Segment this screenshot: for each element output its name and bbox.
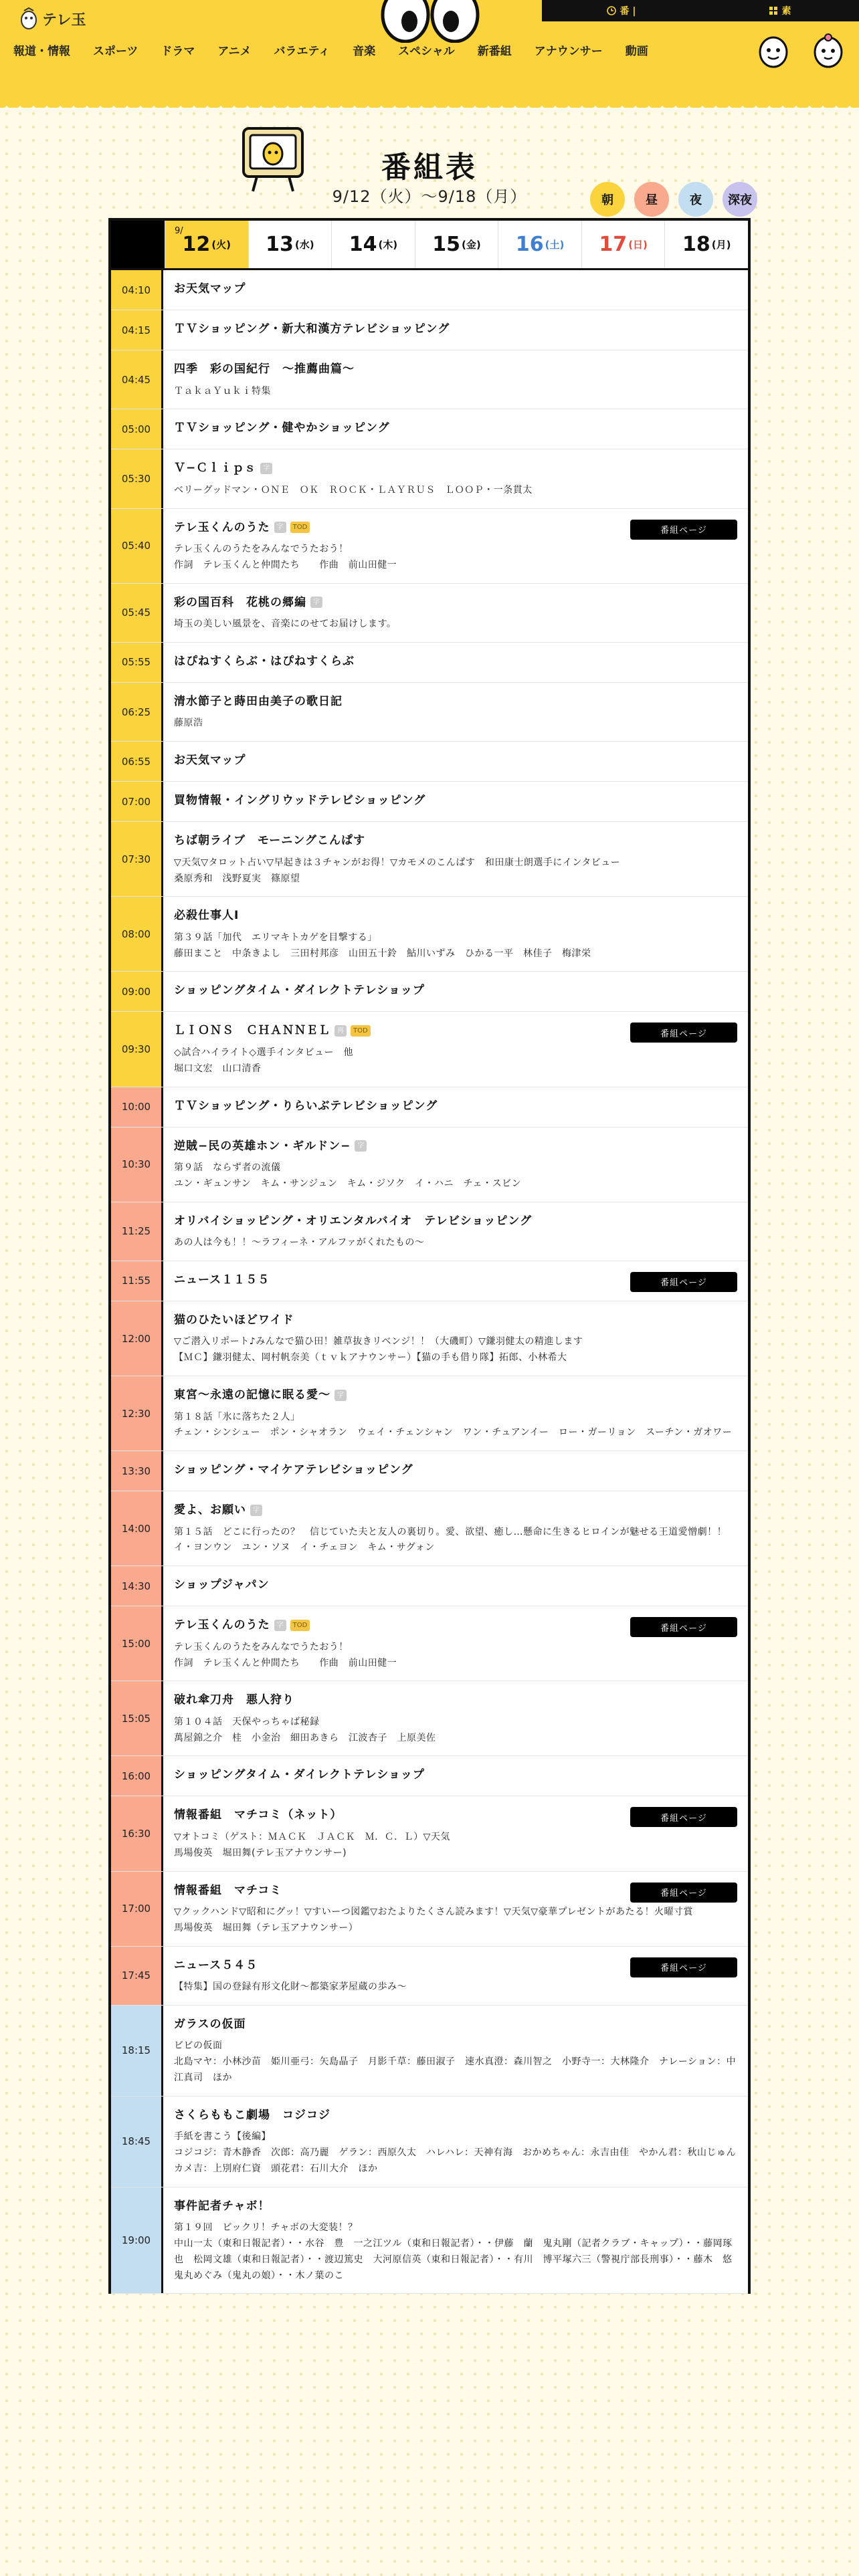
program-row <box>111 1202 748 1261</box>
site-logo[interactable] <box>19 7 86 31</box>
program-title-text[interactable]: 逆賊−民の英雄ホン・ギルドン− <box>174 1139 351 1153</box>
program-title-text[interactable]: ショッピングタイム・ダイレクトテレショップ <box>174 1768 425 1782</box>
day-tab[interactable] <box>165 221 248 268</box>
day-tab-date: 13 <box>266 233 294 256</box>
program-title[interactable] <box>174 1312 737 1329</box>
global-nav <box>13 41 671 58</box>
program-time: 18:45 <box>111 2097 163 2187</box>
program-title[interactable] <box>174 281 737 298</box>
program-title-text[interactable]: 必殺仕事人Ⅰ <box>174 909 240 923</box>
program-description: ◇試合ハイライト◇選手インタビュー 他 <box>174 1047 354 1058</box>
program-page-button[interactable]: 番組ページ <box>630 520 737 540</box>
day-tab-date: 12 <box>182 233 211 256</box>
program-guide <box>108 218 751 2294</box>
program-content <box>163 822 748 896</box>
program-title-text[interactable]: 情報番組 マチコミ <box>174 1883 282 1897</box>
program-title[interactable] <box>174 2016 737 2034</box>
program-page-button[interactable]: 番組ページ <box>630 1957 737 1977</box>
program-description: 堀口文宏 山口清香 <box>174 1063 262 1074</box>
program-title-text[interactable]: テレ玉くんのうた <box>174 520 270 534</box>
program-tag: 字 <box>274 522 286 533</box>
program-title-text[interactable]: さくらももこ劇場 コジコジ <box>174 2108 330 2122</box>
time-slot-button[interactable]: 深夜 <box>723 182 757 217</box>
program-tag: TOD <box>290 1620 310 1631</box>
program-content <box>163 1872 748 1946</box>
program-time: 17:45 <box>111 1947 163 2005</box>
program-content <box>163 1301 748 1376</box>
program-description: 北島マヤ：小林沙苗 姫川亜弓：矢島晶子 月影千草：藤田淑子 速水真澄：森川智之 小野寺一：大林隆介 ナレーション：中江真司 ほか <box>174 2056 737 2083</box>
top-utility-bar <box>542 0 859 21</box>
program-title[interactable] <box>174 361 737 379</box>
program-title-text[interactable]: ＬＩＯＮＳ ＣＨＡＮＮＥＬ <box>174 1024 330 1038</box>
program-title[interactable] <box>174 653 737 671</box>
title-area <box>0 108 859 229</box>
day-tab-date: 15 <box>432 233 461 256</box>
program-title-text[interactable]: お天気マップ <box>174 754 246 768</box>
program-row <box>111 449 748 508</box>
program-row <box>111 1087 748 1128</box>
nav-item[interactable]: アナウンサー <box>534 45 603 58</box>
program-content <box>163 1606 748 1681</box>
program-page-button[interactable]: 番組ページ <box>630 1023 737 1043</box>
program-description: 第１５話 どこに行ったの？ 信じていた夫と友人の裏切り。愛、欲望、癒し…懸命に生きるヒロインが魅せる王道愛憎劇！！ <box>174 1526 727 1537</box>
program-row <box>111 897 748 972</box>
program-content <box>163 409 748 449</box>
nav-item[interactable]: スポーツ <box>93 45 138 58</box>
program-time: 12:30 <box>111 1376 163 1451</box>
day-tab[interactable] <box>581 221 665 268</box>
program-content <box>163 683 748 741</box>
day-tab-weekday: (日) <box>628 239 648 251</box>
nav-item[interactable]: アニメ <box>217 45 252 58</box>
program-title-text[interactable]: ガラスの仮面 <box>174 2017 246 2031</box>
time-slot-button[interactable]: 昼 <box>634 182 669 217</box>
program-title-text[interactable]: 彩の国百科 花桃の郷編 <box>174 595 306 609</box>
program-row <box>111 409 748 449</box>
day-tab-weekday: (水) <box>294 239 314 251</box>
nav-item[interactable]: バラエティ <box>274 45 330 58</box>
program-tag: 字 <box>250 1505 262 1516</box>
program-time: 15:00 <box>111 1606 163 1681</box>
program-description: 第３９話「加代 エリマキトカゲを目撃する」 <box>174 932 377 943</box>
program-content <box>163 972 748 1011</box>
program-content <box>163 449 748 508</box>
program-title-text[interactable]: オリバイショッピング・オリエンタルバイオ テレビショッピング <box>174 1214 533 1228</box>
program-title[interactable] <box>174 1387 737 1404</box>
program-row <box>111 310 748 350</box>
program-time: 16:00 <box>111 1756 163 1796</box>
program-row <box>111 1376 748 1451</box>
program-tag: 字 <box>310 597 322 608</box>
program-row <box>111 2006 748 2097</box>
topbar-right[interactable]: 素 <box>700 0 859 21</box>
program-title-text[interactable]: はぴねすくらぶ・はぴねすくらぶ <box>174 654 355 668</box>
program-title-text[interactable]: 東宮〜永遠の記憶に眠る愛〜 <box>174 1388 330 1402</box>
program-content <box>163 2006 748 2096</box>
program-time: 06:25 <box>111 683 163 741</box>
program-description: ▽オトコミ（ゲスト：ＭＡＣＫ ＪＡＣＫ Ｍ．Ｃ．Ｌ）▽天気 <box>174 1831 450 1842</box>
nav-item[interactable]: ドラマ <box>161 45 195 58</box>
day-tab-date: 18 <box>682 233 710 256</box>
program-time: 09:00 <box>111 972 163 1011</box>
program-content <box>163 1756 748 1796</box>
program-title-text[interactable]: ニュース１１５５ <box>174 1273 270 1287</box>
day-tabs <box>111 221 748 270</box>
day-tab[interactable] <box>498 221 581 268</box>
program-time: 16:30 <box>111 1796 163 1870</box>
program-title-text[interactable]: 愛よ、お願い <box>174 1503 246 1517</box>
program-title[interactable] <box>174 2107 737 2125</box>
program-title-text[interactable]: 四季 彩の国紀行 〜推薦曲篇〜 <box>174 362 355 376</box>
program-description: テレ玉くんのうたをみんなでうたおう！ <box>174 544 349 555</box>
program-content <box>163 1451 748 1491</box>
program-row <box>111 2187 748 2294</box>
program-row <box>111 1756 748 1796</box>
program-content <box>163 1681 748 1755</box>
site-header <box>0 0 859 99</box>
program-description: 作詞 テレ玉くんと仲間たち 作曲 前山田健一 <box>174 1657 397 1669</box>
program-content <box>163 350 748 409</box>
program-content <box>163 1491 748 1566</box>
program-title[interactable] <box>174 907 737 925</box>
program-title-text[interactable]: 破れ傘刀舟 悪人狩り <box>174 1693 294 1707</box>
program-description: 藤原浩 <box>174 718 203 729</box>
program-title-text[interactable]: ショッピングタイム・ダイレクトテレショップ <box>174 984 425 998</box>
day-tab-weekday: (木) <box>378 239 398 251</box>
program-page-button[interactable]: 番組ページ <box>630 1272 737 1292</box>
program-title[interactable] <box>174 2198 737 2216</box>
program-time: 18:15 <box>111 2006 163 2096</box>
program-description: 馬場俊英 堀田舞（テレ玉アナウンサー） <box>174 1922 359 1933</box>
program-time: 07:30 <box>111 822 163 896</box>
program-time: 11:55 <box>111 1261 163 1301</box>
program-tag: 字 <box>355 1140 367 1152</box>
program-title[interactable] <box>174 1692 737 1709</box>
nav-item[interactable]: スペシャル <box>398 45 455 58</box>
program-row <box>111 1872 748 1947</box>
program-title[interactable] <box>174 1138 737 1156</box>
day-tab-date: 16 <box>515 233 544 256</box>
program-row <box>111 1451 748 1491</box>
program-page-button[interactable]: 番組ページ <box>630 1617 737 1637</box>
program-tag: 字 <box>335 1390 347 1401</box>
program-title[interactable] <box>174 693 737 711</box>
program-description: テレ玉くんのうたをみんなでうたおう！ <box>174 1641 349 1652</box>
program-time: 08:00 <box>111 897 163 971</box>
program-row <box>111 584 748 643</box>
program-time: 17:00 <box>111 1872 163 1946</box>
day-tab[interactable] <box>664 221 748 268</box>
program-time: 04:45 <box>111 350 163 409</box>
program-row <box>111 1606 748 1681</box>
program-title[interactable] <box>174 460 737 477</box>
character-links <box>756 33 846 68</box>
program-content <box>163 643 748 682</box>
program-row <box>111 1491 748 1566</box>
nav-item[interactable]: 動画 <box>625 45 648 58</box>
program-row <box>111 350 748 409</box>
program-description: ＴａｋａＹｕｋｉ特集 <box>174 385 271 397</box>
program-time: 19:00 <box>111 2187 163 2294</box>
program-description: 第９話 ならず者の流儀 <box>174 1162 281 1174</box>
program-description: 第１８話「氷に落ちた２人」 <box>174 1411 300 1422</box>
program-time: 05:40 <box>111 509 163 583</box>
program-description: 手紙を書こう【後編】 <box>174 2131 271 2143</box>
program-row <box>111 1261 748 1301</box>
program-title[interactable] <box>174 752 737 770</box>
page-title: 番組表 <box>381 150 478 185</box>
program-row <box>111 509 748 584</box>
tamago-logo-icon <box>19 7 39 31</box>
grid-icon <box>769 6 778 15</box>
nav-item[interactable]: 音楽 <box>353 45 376 58</box>
program-time: 04:15 <box>111 310 163 350</box>
date-range: 9/12（火）〜9/18（月） <box>332 187 527 206</box>
tamago-character-icon[interactable] <box>756 33 791 68</box>
program-tag: TOD <box>290 522 310 533</box>
program-time: 09:30 <box>111 1012 163 1086</box>
day-tab-weekday: (火) <box>211 239 231 251</box>
program-time: 10:00 <box>111 1087 163 1127</box>
program-page-button[interactable]: 番組ページ <box>630 1883 737 1903</box>
day-tab-weekday: (土) <box>545 239 565 251</box>
program-time: 12:00 <box>111 1301 163 1376</box>
program-description: 埼玉の美しい風景を、音楽にのせてお届けします。 <box>174 619 397 630</box>
day-tab-date: 17 <box>599 233 628 256</box>
program-content <box>163 584 748 642</box>
program-title-text[interactable]: ちば朝ライブ モーニングこんぱす <box>174 834 365 848</box>
site-logo-text: テレ玉 <box>42 11 86 29</box>
program-row <box>111 782 748 822</box>
program-row <box>111 1301 748 1376</box>
program-title[interactable] <box>174 1213 737 1230</box>
program-time: 10:30 <box>111 1128 163 1202</box>
program-content <box>163 782 748 821</box>
nav-item[interactable]: 新番組 <box>477 45 512 58</box>
program-content <box>163 2187 748 2294</box>
day-tab[interactable] <box>248 221 332 268</box>
program-content <box>163 897 748 971</box>
day-tab-weekday: (月) <box>711 239 731 251</box>
program-description: 藤田まこと 中条きよし 三田村邦彦 山田五十鈴 鮎川いずみ ひかる一平 林佳子 梅津栄 <box>174 948 591 959</box>
program-title-text[interactable]: 情報番組 マチコミ（ネット） <box>174 1808 343 1822</box>
program-title-text[interactable]: ＴＶショッピング・健やかショッピング <box>174 421 390 435</box>
program-title[interactable] <box>174 833 737 850</box>
program-row <box>111 1012 748 1087</box>
program-title[interactable] <box>174 982 737 1000</box>
program-title-text[interactable]: ＴＶショッピング・新大和漢方テレビショッピング <box>174 322 450 336</box>
program-description: ユン・ギュンサン キム・サンジュン キム・ジソク イ・ハニ チェ・スビン <box>174 1178 522 1189</box>
mascot-eyes-icon <box>380 0 480 43</box>
program-content <box>163 1202 748 1261</box>
program-content <box>163 1012 748 1086</box>
day-tab[interactable] <box>331 221 415 268</box>
program-row <box>111 1796 748 1871</box>
day-tab-month: 9/ <box>175 226 183 236</box>
program-title-text[interactable]: Ｖ−Ｃｌｉｐｓ <box>174 461 257 475</box>
program-description: 第１９回 ビックリ！チャボの大変装！？ <box>174 2222 358 2234</box>
program-description: チェン・シンシュー ポン・シャオラン ウェイ・チェンシャン ワン・チュアンイー ロー・ガーリョン スーチン・ガオワー <box>174 1427 733 1438</box>
tamami-character-icon[interactable] <box>811 33 846 68</box>
program-content <box>163 1376 748 1451</box>
program-row <box>111 972 748 1012</box>
time-slot-button[interactable]: 朝 <box>590 182 625 217</box>
program-page-button[interactable]: 番組ページ <box>630 1807 737 1827</box>
program-time: 13:30 <box>111 1451 163 1491</box>
program-row <box>111 1566 748 1606</box>
program-title[interactable] <box>174 595 737 612</box>
day-tab-date: 14 <box>349 233 377 256</box>
program-title[interactable] <box>174 1767 737 1784</box>
program-time: 15:05 <box>111 1681 163 1755</box>
program-row <box>111 643 748 683</box>
program-row <box>111 1947 748 2006</box>
program-title[interactable] <box>174 321 737 338</box>
program-time: 14:30 <box>111 1566 163 1606</box>
program-time: 14:00 <box>111 1491 163 1566</box>
grid-corner <box>111 221 165 268</box>
program-title-text[interactable]: ＴＶショッピング・りらいぶテレビショッピング <box>174 1099 438 1113</box>
program-description: イ・ヨンウン ユン・ソヌ イ・チェヨン キム・サグォン <box>174 1542 435 1553</box>
program-time: 07:00 <box>111 782 163 821</box>
day-tab[interactable] <box>415 221 498 268</box>
program-content <box>163 1087 748 1127</box>
program-content <box>163 509 748 583</box>
program-description: ▽ご潜入リポート♪みんなで猫ひ田！雑草抜きリベンジ！！（大磯町）▽鎌羽健太の精進します <box>174 1336 583 1348</box>
program-title-text[interactable]: ショッピング・マイケアテレビショッピング <box>174 1463 413 1477</box>
program-description: 【特集】国の登録有形文化財〜都築家茅屋蔵の歩み〜 <box>174 1981 407 1993</box>
program-description: 中山一太（東和日報記者）・・水谷 豊 一之江ツル（東和日報記者）・・伊藤 蘭 鬼丸剛（記者クラブ・キャップ）・・藤岡琢也 松岡文雄（東和日報記者）・・渡辺篤史 大河原信英（東和日報記者）・・有川 博平塚六三（警視庁部長刑事）・・藤木 悠 鬼丸めぐみ（鬼丸の娘）・・木ノ葉のこ <box>174 2238 742 2281</box>
program-time: 05:55 <box>111 643 163 682</box>
program-description: 馬場俊英 堀田舞(テレ玉アナウンサー) <box>174 1847 347 1858</box>
program-title-text[interactable]: ニュース５４５ <box>174 1958 258 1972</box>
program-row <box>111 1128 748 1202</box>
program-content <box>163 1566 748 1606</box>
program-row <box>111 1681 748 1756</box>
program-description: 第１０４話 天保やっちゃば秘録 <box>174 1716 320 1727</box>
clock-icon <box>607 6 616 15</box>
program-content <box>163 2097 748 2187</box>
program-tag: 字 <box>260 463 272 474</box>
program-description: ベリーグッドマン・ＯＮＥ ＯＫ ＲＯＣＫ・ＬＡＹＲＵＳ ＬＯＯＰ・一条貫太 <box>174 484 533 496</box>
program-title[interactable] <box>174 1462 737 1479</box>
program-description: あの人は今も！！〜ラフィーネ・アルファがくれたもの〜 <box>174 1237 425 1249</box>
program-tag: TOD <box>351 1025 371 1037</box>
program-content <box>163 1796 748 1870</box>
program-time: 11:25 <box>111 1202 163 1261</box>
day-tab-weekday: (金) <box>462 239 481 251</box>
program-row <box>111 270 748 310</box>
program-title-text[interactable]: 買物情報・イングリウッドテレビショッピング <box>174 794 426 808</box>
program-list <box>111 270 748 2294</box>
program-title[interactable] <box>174 420 737 437</box>
program-tag: 再 <box>335 1025 347 1037</box>
program-time: 05:30 <box>111 449 163 508</box>
program-row <box>111 683 748 742</box>
program-title[interactable] <box>174 1502 737 1519</box>
program-title[interactable] <box>174 1577 737 1594</box>
program-title-text[interactable]: 猫のひたいほどワイド <box>174 1313 294 1327</box>
program-title-text[interactable]: 清水節子と蒔田由美子の歌日記 <box>174 694 343 708</box>
program-description: 作詞 テレ玉くんと仲間たち 作曲 前山田健一 <box>174 559 397 570</box>
program-title-text[interactable]: ショップジャパン <box>174 1578 270 1592</box>
program-title-text[interactable]: テレ玉くんのうた <box>174 1618 270 1632</box>
program-row <box>111 742 748 782</box>
program-description: 桑原秀和 浅野夏実 篠原望 <box>174 873 300 884</box>
topbar-left[interactable]: 番 | <box>542 0 700 21</box>
program-content <box>163 1947 748 2005</box>
program-time: 05:00 <box>111 409 163 449</box>
program-description: ▽クックハンド▽昭和にグッ！▽すいーつ図鑑▽おたよりたくさん読みます！▽天気▽豪華プレゼントがあたる！火曜寸賞 <box>174 1907 693 1918</box>
program-time: 04:10 <box>111 270 163 310</box>
program-content <box>163 742 748 781</box>
program-content <box>163 1128 748 1202</box>
program-title[interactable] <box>174 1098 737 1115</box>
program-content <box>163 1261 748 1301</box>
program-description: ビビの仮面 <box>174 2040 223 2052</box>
program-description: 萬屋錦之介 桂 小金治 細田あきら 江波杏子 上原美佐 <box>174 1732 436 1743</box>
program-time: 06:55 <box>111 742 163 781</box>
nav-item[interactable]: 報道・情報 <box>13 45 70 58</box>
program-row <box>111 2097 748 2187</box>
program-row <box>111 822 748 897</box>
program-tag: 字 <box>274 1620 286 1631</box>
program-content <box>163 270 748 310</box>
time-slot-button[interactable]: 夜 <box>678 182 713 217</box>
program-description: 【ＭＣ】鎌羽健太、岡村帆奈美（ｔｖｋアナウンサー）【猫の手も借り隊】拓郎、小林希大 <box>174 1352 567 1364</box>
program-content <box>163 310 748 350</box>
program-title-text[interactable]: 事件記者チャボ！ <box>174 2199 270 2213</box>
program-description: コジコジ：青木静香 次郎：高乃麗 ゲラン：西原久太 ハレハレ：天神有海 おかめちゃん：永吉由佳 やかん君：秋山じゅん カメ吉：上別府仁資 頭花君：石川大介 ほか <box>174 2147 746 2174</box>
program-description: ▽天気▽タロット占い▽早起きは３チャンがお得！▽カモメのこんぱす 和田康士朗選手にインタビュー <box>174 857 621 868</box>
program-time: 05:45 <box>111 584 163 642</box>
program-title[interactable] <box>174 792 737 810</box>
time-slot-nav <box>590 182 757 217</box>
program-title-text[interactable]: お天気マップ <box>174 282 246 296</box>
